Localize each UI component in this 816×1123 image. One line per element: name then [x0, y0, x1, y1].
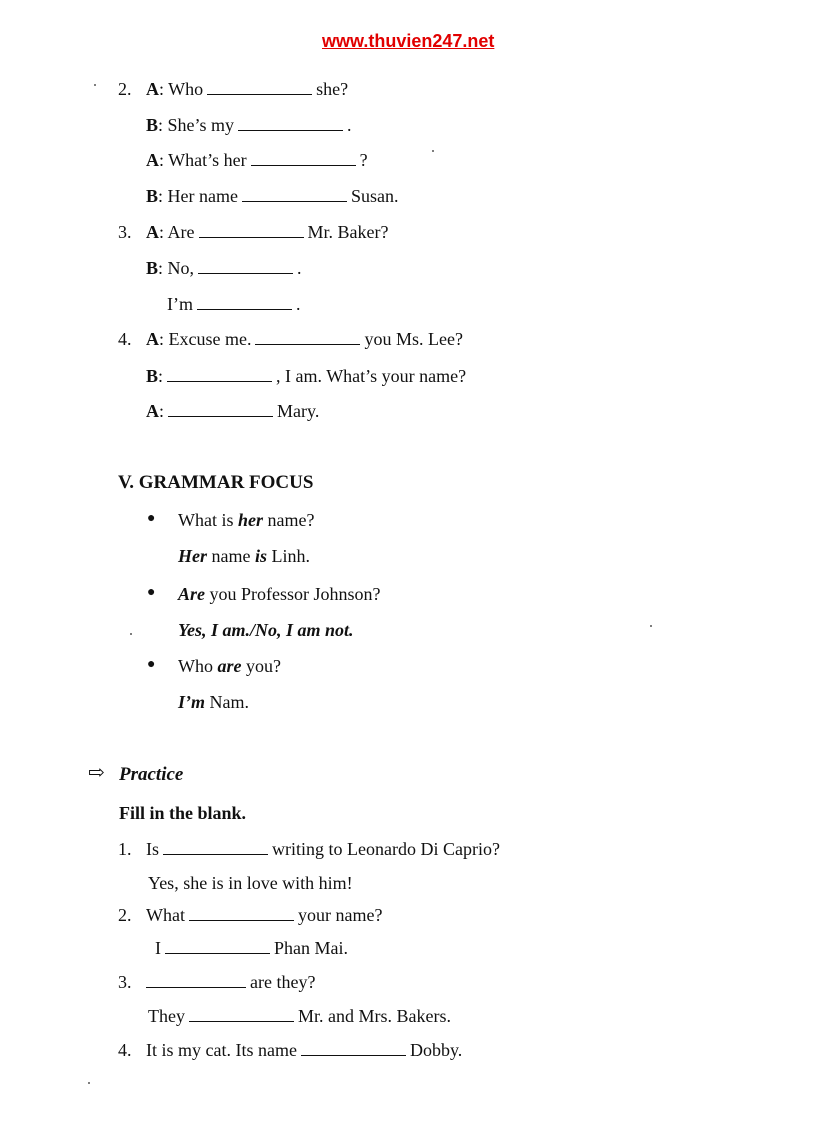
- scan-speck: [94, 84, 96, 86]
- line-text: .: [296, 294, 301, 314]
- practice-item-4: [118, 1039, 462, 1061]
- line-text: she?: [316, 79, 349, 99]
- practice-item-1-answer: Yes, she is in love with him!: [148, 873, 353, 893]
- speaker-a: A: [146, 79, 159, 99]
- question-2-line-3: [146, 149, 368, 171]
- answer-blank[interactable]: [146, 971, 246, 988]
- item-text: They: [148, 1006, 185, 1026]
- practice-item-3-answer: [148, 1005, 451, 1027]
- practice-instruction: Fill in the blank.: [119, 803, 247, 823]
- line-text: .: [297, 258, 302, 278]
- line-text: :: [158, 366, 164, 386]
- example-text: What is: [178, 510, 238, 530]
- item-text: Mr. and Mrs. Bakers.: [297, 1006, 451, 1026]
- answer-blank[interactable]: [197, 293, 292, 310]
- answer-blank[interactable]: [168, 400, 273, 417]
- answer-blank[interactable]: [255, 328, 360, 345]
- speaker-b: B: [146, 258, 159, 278]
- line-text: .: [347, 115, 352, 135]
- site-link[interactable]: www.thuvien247.net: [322, 31, 495, 51]
- practice-item-2-answer: [155, 937, 348, 959]
- item-text: Dobby.: [409, 1040, 463, 1060]
- grammar-example-3: [178, 655, 281, 677]
- question-4-line-3: [146, 400, 319, 422]
- emphasis: Yes, I am./No, I am not.: [178, 620, 354, 640]
- answer-blank[interactable]: [167, 365, 272, 382]
- answer-blank[interactable]: [189, 904, 294, 921]
- example-text: Who: [178, 656, 218, 676]
- emphasis: Are: [178, 584, 205, 604]
- line-text: : Who: [159, 79, 204, 99]
- answer-blank[interactable]: [165, 937, 270, 954]
- arrow-right-icon: ⇨: [88, 762, 105, 784]
- speaker-a: A: [146, 222, 159, 242]
- line-text: : What’s her: [159, 150, 247, 170]
- line-text: , I am. What’s your name?: [276, 366, 467, 386]
- speaker-a: A: [146, 401, 159, 421]
- line-text: Susan.: [350, 186, 399, 206]
- item-number: 3.: [118, 972, 132, 992]
- line-text: : No,: [158, 258, 195, 278]
- bullet-icon: ●: [147, 511, 156, 526]
- question-number: 2.: [118, 79, 132, 99]
- line-text: : Her name: [158, 186, 238, 206]
- emphasis: I’m: [178, 692, 205, 712]
- answer-blank[interactable]: [189, 1005, 294, 1022]
- item-number: 4.: [118, 1040, 132, 1060]
- grammar-answer-2: [178, 619, 354, 641]
- speaker-b: B: [146, 366, 159, 386]
- speaker-a: A: [146, 150, 159, 170]
- item-number: 2.: [118, 905, 132, 925]
- example-text: name: [207, 546, 255, 566]
- bullet-icon: ●: [147, 657, 156, 672]
- item-text: It is my cat. Its name: [146, 1040, 297, 1060]
- question-2-line-2: [146, 114, 352, 136]
- scan-speck: [130, 633, 132, 635]
- question-2-line-1: [118, 78, 348, 100]
- question-3-line-2: [146, 257, 302, 279]
- answer-blank[interactable]: [251, 149, 356, 166]
- emphasis: are: [217, 656, 242, 676]
- grammar-answer-1: [178, 545, 310, 567]
- line-text: Mr. Baker?: [307, 222, 389, 242]
- answer-blank[interactable]: [199, 221, 304, 238]
- practice-item-3: [118, 971, 315, 993]
- item-text: writing to Leonardo Di Caprio?: [272, 839, 500, 859]
- speaker-a: A: [146, 329, 159, 349]
- answer-blank[interactable]: [238, 114, 343, 131]
- example-text: you Professor Johnson?: [205, 584, 381, 604]
- answer-blank[interactable]: [207, 78, 312, 95]
- line-text: : Are: [159, 222, 195, 242]
- answer-blank[interactable]: [163, 838, 268, 855]
- line-text: ?: [359, 150, 368, 170]
- scan-speck: [650, 625, 652, 627]
- question-3-line-1: [118, 221, 388, 243]
- question-4-line-1: [118, 328, 463, 350]
- example-text: Linh.: [267, 546, 310, 566]
- practice-item-2: [118, 904, 382, 926]
- item-text: are they?: [250, 972, 316, 992]
- bullet-icon: ●: [147, 585, 156, 600]
- emphasis: her: [238, 510, 264, 530]
- question-2-line-4: [146, 185, 399, 207]
- line-text: : She’s my: [158, 115, 235, 135]
- example-text: name?: [263, 510, 315, 530]
- line-text: :: [159, 401, 165, 421]
- question-number: 3.: [118, 222, 132, 242]
- item-text: your name?: [297, 905, 383, 925]
- grammar-example-1: [178, 509, 314, 531]
- line-text: I’m: [167, 294, 193, 314]
- question-number: 4.: [118, 329, 132, 349]
- item-text: Phan Mai.: [274, 938, 348, 958]
- emphasis: is: [254, 546, 267, 566]
- speaker-b: B: [146, 186, 159, 206]
- item-text: I: [155, 938, 161, 958]
- scan-speck: [88, 1082, 90, 1084]
- question-3-line-3: [167, 293, 301, 315]
- answer-blank[interactable]: [301, 1039, 406, 1056]
- grammar-example-2: [178, 583, 381, 605]
- section-heading: V. GRAMMAR FOCUS: [118, 472, 314, 493]
- item-text: What: [146, 905, 185, 925]
- answer-blank[interactable]: [198, 257, 293, 274]
- speaker-b: B: [146, 115, 159, 135]
- practice-title: Practice: [119, 764, 184, 785]
- answer-blank[interactable]: [242, 185, 347, 202]
- question-4-line-2: [146, 365, 466, 387]
- line-text: you Ms. Lee?: [364, 329, 463, 349]
- practice-item-1: [118, 838, 500, 860]
- item-text: Is: [146, 839, 159, 859]
- line-text: : Excuse me.: [159, 329, 252, 349]
- emphasis: Her: [178, 546, 207, 566]
- example-text: Nam.: [205, 692, 249, 712]
- line-text: Mary.: [277, 401, 320, 421]
- item-number: 1.: [118, 839, 132, 859]
- grammar-answer-3: [178, 691, 249, 713]
- example-text: you?: [241, 656, 281, 676]
- scan-speck: [432, 150, 434, 152]
